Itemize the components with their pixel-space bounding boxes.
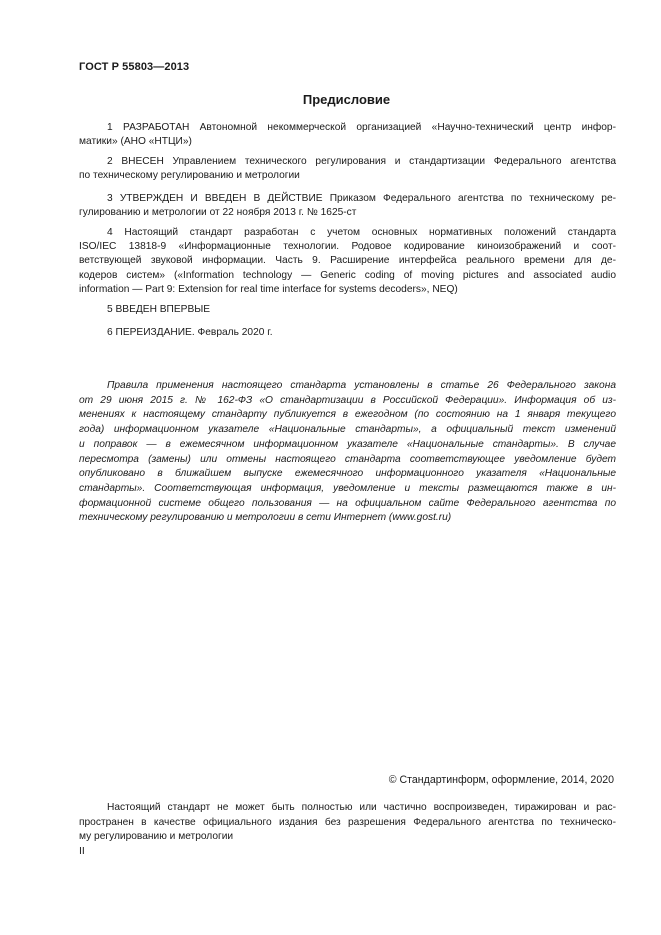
preface-item-line: матики» (АНО «НТЦИ») xyxy=(79,136,192,148)
rules-notice-line: опубликовано в ближайшем выпуске ежемесячного информационного указателя «Национальные xyxy=(79,468,616,480)
rules-notice-line: менениях к настоящему стандарту публикуется в ежегодном (по состоянию на 1 января текущего xyxy=(79,409,616,421)
rules-notice-line: и поправок — в ежемесячном информационном указателе «Национальные стандарты». В случае xyxy=(79,438,616,450)
reproduction-notice-line: пространен в качестве официального издания без разрешения Федерального агентства по техническо- xyxy=(79,816,616,828)
rules-notice-line: от 29 июня 2015 г. № 162-ФЗ «О стандартизации в Российской Федерации». Информация об из- xyxy=(79,394,616,406)
rules-notice-line: года) информационном указателе «Национальные стандарты», а официальный текст изменений xyxy=(79,424,616,436)
preface-item-line: гулированию и метрологии от 22 ноября 2013 г. № 1625-ст xyxy=(79,207,357,219)
preface-item-3 xyxy=(79,192,616,220)
preface-item-5 xyxy=(79,303,616,317)
reproduction-notice-line: Настоящий стандарт не может быть полностью или частично воспроизведен, тиражирован и рас- xyxy=(107,802,616,813)
rules-notice xyxy=(79,379,616,526)
rules-notice-line: формационной системе общего пользования — на официальном сайте Федерального агентства по xyxy=(79,497,616,509)
copyright-line: © Стандартинформ, оформление, 2014, 2020 xyxy=(388,774,614,786)
preface-item-4 xyxy=(79,226,616,297)
preface-item-line: 5 ВВЕДЕН ВПЕРВЫЕ xyxy=(107,304,211,315)
rules-notice-line: пересмотра (замены) или отмены настоящего стандарта соответствующее уведомление будет xyxy=(79,453,616,465)
preface-title: Предисловие xyxy=(302,92,391,107)
preface-item-line: information — Part 9: Extension for real time interface for systems decoders», NEQ) xyxy=(79,283,458,295)
rules-notice-line: техническому регулированию и метрологии в сети Интернет (www.gost.ru) xyxy=(79,512,452,524)
page-number: II xyxy=(79,845,85,857)
preface-item-6 xyxy=(79,326,616,340)
preface-item-line: 2 ВНЕСЕН Управлением технического регулирования и стандартизации Федерального агентства xyxy=(107,156,616,167)
reproduction-notice-line: му регулированию и метрологии xyxy=(79,831,234,842)
preface-item-line: 1 РАЗРАБОТАН Автономной некоммерческой организацией «Научно-технический центр инфор- xyxy=(107,122,616,133)
preface-item-1 xyxy=(79,121,616,149)
preface-item-2 xyxy=(79,155,616,183)
preface-item-line: ветствующей звуковой информации. Часть 9. Расширение интерфейса реального времени для де- xyxy=(79,255,616,267)
preface-item-line: 4 Настоящий стандарт разработан с учетом основных нормативных положений стандарта xyxy=(107,227,616,238)
preface-item-line: по техническому регулированию и метрологии xyxy=(79,170,300,182)
preface-item-line: 3 УТВЕРЖДЕН И ВВЕДЕН В ДЕЙСТВИЕ Приказом Федерального агентства по техническому ре- xyxy=(107,193,616,204)
reproduction-notice xyxy=(79,801,616,845)
preface-item-line: 6 ПЕРЕИЗДАНИЕ. Февраль 2020 г. xyxy=(107,327,273,338)
preface-item-line: кодеров систем» («Information technology — Generic coding of moving pictures and associated audio xyxy=(79,269,616,281)
document-code: ГОСТ Р 55803—2013 xyxy=(79,61,190,73)
rules-notice-line: Правила применения настоящего стандарта установлены в статье 26 Федерального закона xyxy=(107,380,616,391)
rules-notice-line: стандарты». Соответствующая информация, уведомление и тексты размещаются также в ин- xyxy=(79,482,616,494)
preface-item-line: ISO/IEC 13818-9 «Информационные технологии. Родовое кодирование киноизображений и соот- xyxy=(79,241,616,253)
